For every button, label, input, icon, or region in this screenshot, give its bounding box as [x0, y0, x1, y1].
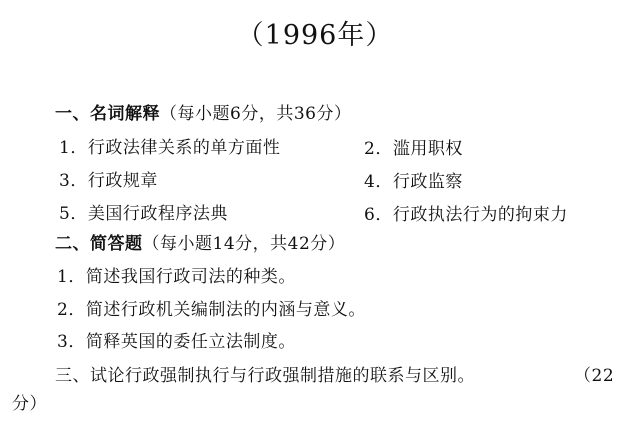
- section2-header: [55, 232, 345, 256]
- section2-item: 3．简释英国的委任立法制度。: [57, 332, 296, 352]
- section1-note: （每小题6分，共36分）: [160, 104, 352, 124]
- section1-item: 2．滥用职权: [364, 139, 463, 159]
- section3-score-part2: 分）: [12, 394, 47, 414]
- section2-item: 2．简述行政机关编制法的内涵与意义。: [57, 300, 366, 320]
- section1-item: 3．行政规章: [59, 171, 158, 191]
- section1-item: 1．行政法律关系的单方面性: [59, 138, 281, 158]
- section1-item: 4．行政监察: [364, 172, 463, 192]
- section2-item: 1．简述我国行政司法的种类。: [57, 267, 296, 287]
- page-title: （1996年）: [236, 20, 394, 51]
- section1-item: 5．美国行政程序法典: [59, 204, 228, 224]
- section2-heading: 二、简答题: [55, 234, 143, 254]
- section1-heading: 一、名词解释: [55, 104, 160, 124]
- section2-note: （每小题14分，共42分）: [142, 234, 346, 254]
- section3-score-part1: （22: [574, 366, 615, 386]
- section1-header: [55, 102, 351, 126]
- section3-question: 三、试论行政强制执行与行政强制措施的联系与区别。: [55, 366, 475, 386]
- section1-item: 6．行政执法行为的拘束力: [364, 205, 568, 225]
